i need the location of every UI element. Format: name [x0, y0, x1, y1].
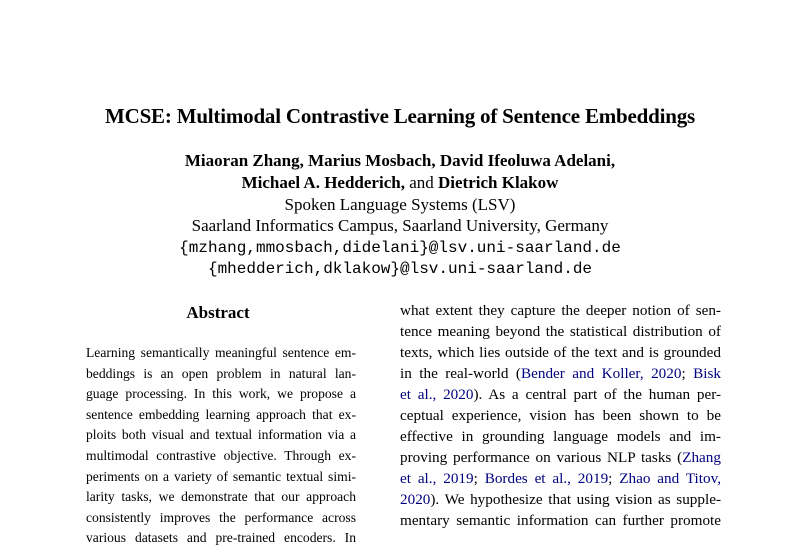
abstract-line: beddings is an open problem in natural lan-: [86, 365, 356, 381]
citation-link[interactable]: 2020: [400, 491, 431, 508]
citation-link[interactable]: Zhao and Titov,: [619, 470, 721, 487]
abstract-line: Learning semantically meaningful sentence em-: [86, 345, 356, 360]
email-line-1: {mzhang,mmosbach,didelani}@lsv.uni-saarland.de: [179, 239, 621, 257]
intro-line: effective in grounding language models and im-: [400, 428, 721, 445]
intro-line: [400, 468, 721, 489]
authors-line-2: [0, 172, 800, 194]
text: ;: [608, 470, 620, 487]
abstract-line: ploits both visual and textual information via a: [86, 427, 356, 443]
intro-line: what extent they capture the deeper notion of sen-: [400, 302, 721, 319]
text: ). As a central part of the human per-: [473, 386, 722, 403]
abstract-line: various datasets and pre-trained encoders. In: [86, 530, 356, 546]
intro-line: [400, 384, 721, 405]
text: in the real-world (: [400, 365, 521, 382]
abstract-line: multimodal contrastive objective. Through ex-: [86, 447, 356, 463]
citation-link[interactable]: Bisk: [693, 365, 721, 382]
abstract-heading: Abstract: [186, 303, 250, 322]
abstract-line: sentence embedding learning approach that ex-: [86, 406, 356, 422]
citation-link[interactable]: Bordes et al., 2019: [484, 470, 609, 487]
affiliation-lab: Spoken Language Systems (LSV): [284, 195, 516, 214]
abstract-line: periments on a variety of semantic textual simi-: [86, 468, 356, 484]
intro-line: [400, 363, 721, 384]
citation-link[interactable]: Bender and Koller, 2020: [521, 365, 682, 382]
affiliation-institution: Saarland Informatics Campus, Saarland University, Germany: [191, 216, 609, 235]
citation-link[interactable]: et al., 2019: [400, 470, 474, 487]
intro-line: texts, which lies outside of the text and is grounded: [400, 344, 721, 361]
text: ;: [473, 470, 485, 487]
intro-line: [400, 447, 721, 468]
paper-title: MCSE: Multimodal Contrastive Learning of Sentence Embeddings: [104, 104, 695, 128]
author-klakow: Dietrich Klakow: [438, 173, 559, 192]
intro-line: mentary semantic information can further promote: [400, 512, 721, 529]
text: proving performance on various NLP tasks (: [400, 449, 683, 466]
abstract-body: [86, 343, 356, 549]
abstract-line: consistently improves the performance across: [86, 509, 356, 525]
intro-line: tence meaning beyond the statistical distribution of: [400, 323, 721, 340]
email-line-2: {mhedderich,dklakow}@lsv.uni-saarland.de: [207, 260, 593, 278]
text: ;: [681, 365, 694, 382]
authors-and: and: [404, 173, 438, 192]
authors-line-1: Miaoran Zhang, Marius Mosbach, David Ifeoluwa Adelani,: [184, 151, 616, 170]
author-hedderich: Michael A. Hedderich,: [241, 173, 405, 192]
citation-link[interactable]: et al., 2020: [400, 386, 474, 403]
abstract-line: larity tasks, we demonstrate that our approach: [86, 489, 356, 505]
abstract-line: guage processing. In this work, we propose a: [86, 386, 356, 402]
citation-link[interactable]: Zhang: [682, 449, 721, 466]
intro-line: [400, 489, 721, 510]
intro-line: ceptual experience, vision has been shown to be: [400, 407, 721, 424]
intro-body: [400, 300, 721, 531]
author-list: [0, 150, 800, 194]
text: ). We hypothesize that using vision as supple-: [430, 491, 721, 508]
